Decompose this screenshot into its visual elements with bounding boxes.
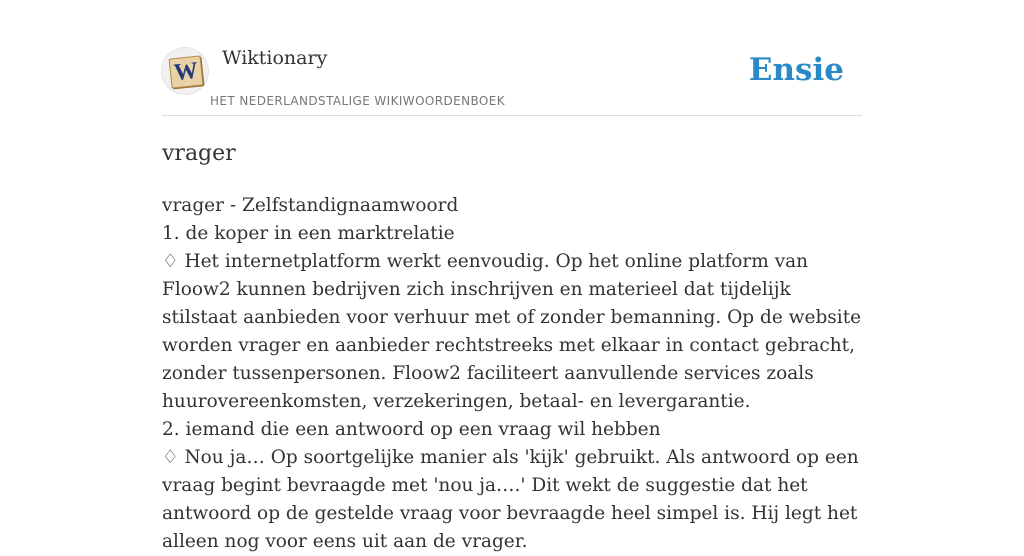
example-2: ♢ Nou ja… Op soortgelijke manier als 'kijk' gebruikt. Als antwoord op een vraag begint bevraagde met 'nou ja….' Dit wekt de suggestie dat het antwoord op de gestelde vraag voor bevraagde heel simpel is. Hij legt het alleen nog voor eens uit aan de vrager. [162,447,859,552]
site-header [162,40,862,116]
definition-1: 1. de koper in een marktrelatie [162,223,455,244]
source-tagline: HET NEDERLANDSTALIGE WIKIWOORDENBOEK [210,94,506,108]
example-1: ♢ Het internetplatform werkt eenvoudig. Op het online platform van Floow2 kunnen bedrijven zich inschrijven en materieel dat tijdelijk stilstaat aanbieden voor verhuur met of zonder bemanning. Op de website worden vrager en aanbieder rechtstreeks met elkaar in contact gebracht, zonder tussenpersonen. Floow2 faciliteert aanvullende services zoals huurovereenkomsten, verzekeringen, betaal- en levergarantie. [162,251,862,412]
part-of-speech-line: vrager - Zelfstandignaamwoord [162,195,459,216]
entry-body [162,192,862,556]
wiktionary-logo-icon[interactable] [162,48,208,94]
entry-content [162,136,862,556]
source-name[interactable]: Wiktionary [222,47,328,69]
entry-headword: vrager [162,141,236,166]
logo-tile [169,55,204,88]
logo-letter: W [172,57,200,87]
definition-2: 2. iemand die een antwoord op een vraag wil hebben [162,419,661,440]
ensie-brand-link[interactable]: Ensie [748,52,844,88]
